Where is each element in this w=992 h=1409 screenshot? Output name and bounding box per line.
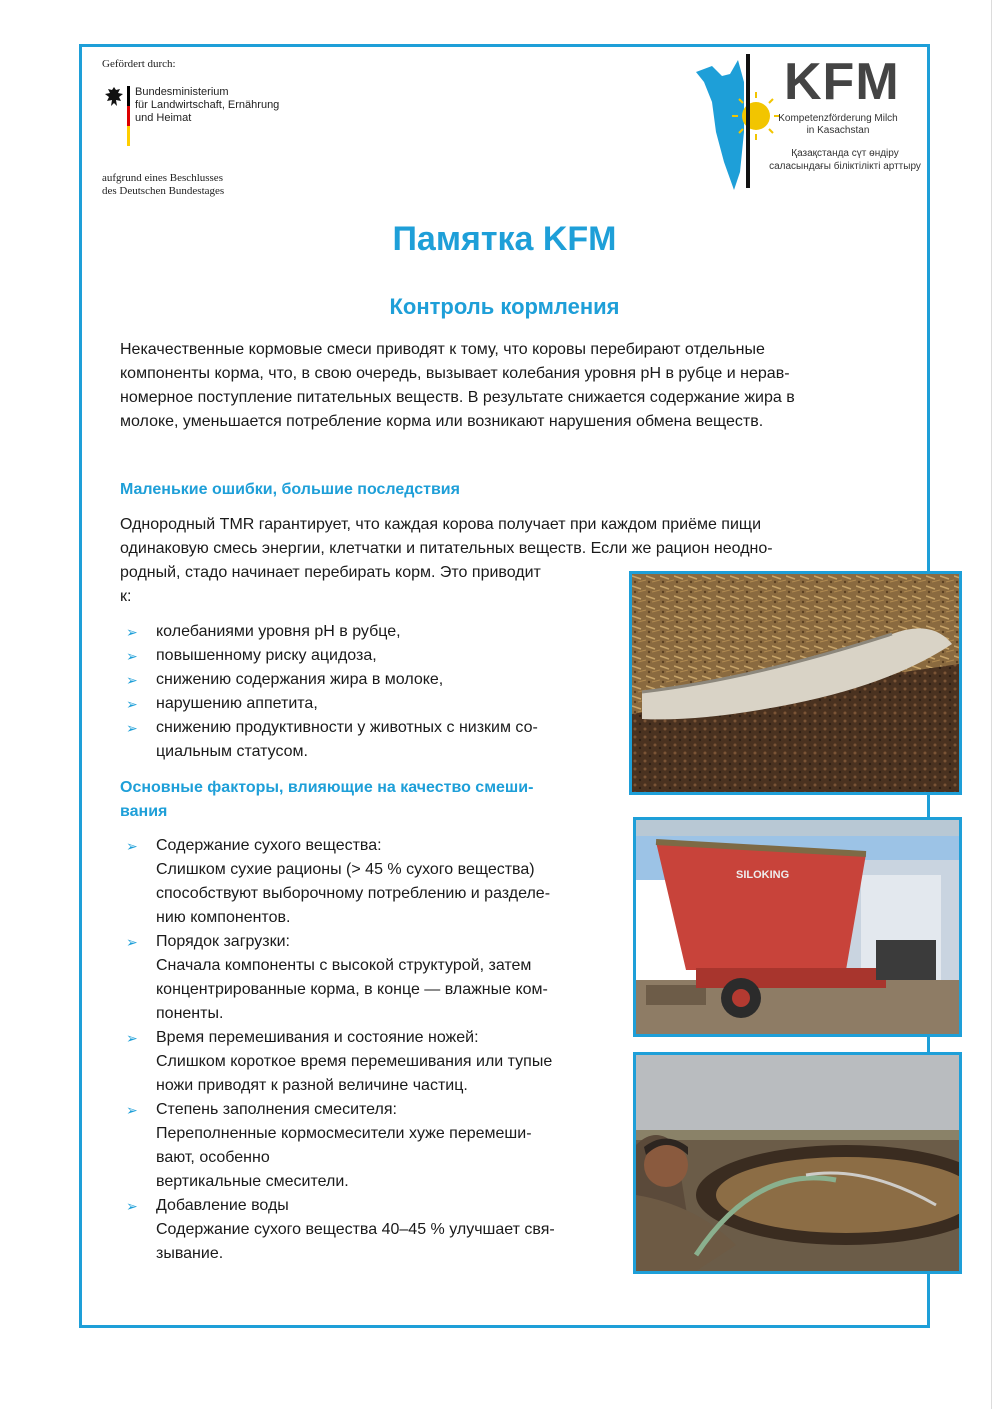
- funded-by-label: Gefördert durch:: [102, 58, 176, 70]
- factor-title: Содержание сухого вещества:: [156, 837, 382, 854]
- page-title: Памятка KFM: [392, 220, 617, 258]
- arrow-bullet-icon: ➢: [126, 648, 138, 664]
- factor-title: Добавление воды: [156, 1197, 289, 1214]
- kfm-subtitle-line: Kompetenzförderung Milch: [778, 113, 898, 124]
- list-item: [126, 644, 538, 668]
- heading-line: вания: [120, 803, 168, 820]
- arrow-bullet-icon: ➢: [126, 1030, 138, 1046]
- list-item: [126, 620, 538, 644]
- list-item-text: снижению продуктивности у животных с низким со-: [156, 719, 538, 736]
- factor-text: способствуют выборочному потреблению и разделе-: [156, 885, 551, 902]
- arrow-bullet-icon: ➢: [126, 720, 138, 736]
- bundestag-note: [102, 172, 224, 198]
- factor-text: Содержание сухого вещества 40–45 % улучшает свя-: [156, 1221, 555, 1238]
- section-heading: Маленькие ошибки, большие последствия: [120, 481, 460, 498]
- list-item: [126, 692, 538, 716]
- list-item-text: колебаниями уровня pH в рубце,: [156, 623, 401, 640]
- kfm-subtitle-line: Қазақстанда сүт өндіру: [791, 148, 899, 159]
- arrow-bullet-icon: ➢: [126, 1102, 138, 1118]
- arrow-bullet-icon: ➢: [126, 672, 138, 688]
- ministry-line: für Landwirtschaft, Ernährung: [135, 99, 280, 111]
- kfm-wordmark: KFM: [784, 53, 900, 111]
- ministry-line: und Heimat: [135, 112, 192, 124]
- intro-line: номерное поступление питательных веществ. В результате снижается содержание жира в: [120, 389, 795, 406]
- ministry-name: [135, 86, 279, 125]
- federal-eagle-icon: [104, 86, 124, 108]
- kfm-subtitle-de: [763, 113, 913, 137]
- arrow-bullet-icon: ➢: [126, 624, 138, 640]
- intro-line: Некачественные кормовые смеси приводят к тому, что коровы перебирают отдельные: [120, 341, 765, 358]
- list-item-text: повышенному риску ацидоза,: [156, 647, 377, 664]
- para-line: Однородный TMR гарантирует, что каждая корова получает при каждом приёме пищи: [120, 516, 762, 533]
- mixer-brand-label: SILOKING: [736, 869, 790, 881]
- intro-line: компоненты корма, что, в свою очередь, вызывает колебания уровня pH в рубце и нерав-: [120, 365, 790, 382]
- factor-text: ножи приводят к разной величине частиц.: [156, 1077, 468, 1094]
- heading-line: Основные факторы, влияющие на качество смеши-: [120, 779, 534, 796]
- list-item-text: циальным статусом.: [156, 743, 308, 760]
- feed-mixer-photo: [633, 817, 962, 1037]
- factor-text: вертикальные смесители.: [156, 1173, 349, 1190]
- bundestag-line: aufgrund eines Beschlusses: [102, 172, 223, 184]
- consequences-list: [126, 620, 538, 764]
- factor-text: нию компонентов.: [156, 909, 291, 926]
- para-line: к:: [120, 588, 132, 605]
- factor-text: Переполненные кормосмесители хуже перемеши-: [156, 1125, 532, 1142]
- bundestag-line: des Deutschen Bundestages: [102, 185, 225, 197]
- factor-text: поненты.: [156, 1005, 224, 1022]
- intro-line: молоке, уменьшается потребление корма или возникают нарушения обмена веществ.: [120, 413, 764, 430]
- factor-text: Слишком короткое время перемешивания или тупые: [156, 1053, 553, 1070]
- list-item: [126, 834, 555, 930]
- arrow-bullet-icon: ➢: [126, 696, 138, 712]
- list-item: [126, 1194, 555, 1266]
- factor-text: вают, особенно: [156, 1149, 270, 1166]
- arrow-bullet-icon: ➢: [126, 1198, 138, 1214]
- list-item: [126, 1026, 555, 1098]
- factor-title: Степень заполнения смесителя:: [156, 1101, 397, 1118]
- list-item: [126, 716, 538, 764]
- arrow-bullet-icon: ➢: [126, 838, 138, 854]
- intro-paragraph: [120, 338, 910, 434]
- german-flag-bar: [127, 86, 130, 146]
- feed-closeup-photo: [629, 571, 962, 795]
- list-item: [126, 930, 555, 1026]
- page-subtitle: Контроль кормления: [389, 294, 620, 319]
- arrow-bullet-icon: ➢: [126, 934, 138, 950]
- para-line: родный, стадо начинает перебирать корм. Это приводит: [120, 564, 541, 581]
- factor-text: концентрированные корма, в конце — влажные ком-: [156, 981, 548, 998]
- kfm-subtitle-line: саласындағы біліктілікті арттыру: [769, 161, 921, 172]
- list-item: [126, 1098, 555, 1194]
- section-heading: [120, 776, 533, 824]
- factor-title: Время перемешивания и состояние ножей:: [156, 1029, 479, 1046]
- adding-water-photo: [633, 1052, 962, 1274]
- list-item-text: снижению содержания жира в молоке,: [156, 671, 444, 688]
- factor-text: Сначала компоненты с высокой структурой, затем: [156, 957, 532, 974]
- kfm-subtitle-line: in Kasachstan: [806, 125, 870, 136]
- kfm-subtitle-kz: [756, 147, 934, 173]
- ministry-line: Bundesministerium: [135, 86, 229, 98]
- para-line: одинаковую смесь энергии, клетчатки и питательных веществ. Если же рацион неодно-: [120, 540, 773, 557]
- factors-list: [126, 834, 555, 1266]
- list-item: [126, 668, 538, 692]
- factor-text: зывание.: [156, 1245, 224, 1262]
- factor-text: Слишком сухие рационы (> 45 % сухого вещества): [156, 861, 535, 878]
- factor-title: Порядок загрузки:: [156, 933, 290, 950]
- list-item-text: нарушению аппетита,: [156, 695, 318, 712]
